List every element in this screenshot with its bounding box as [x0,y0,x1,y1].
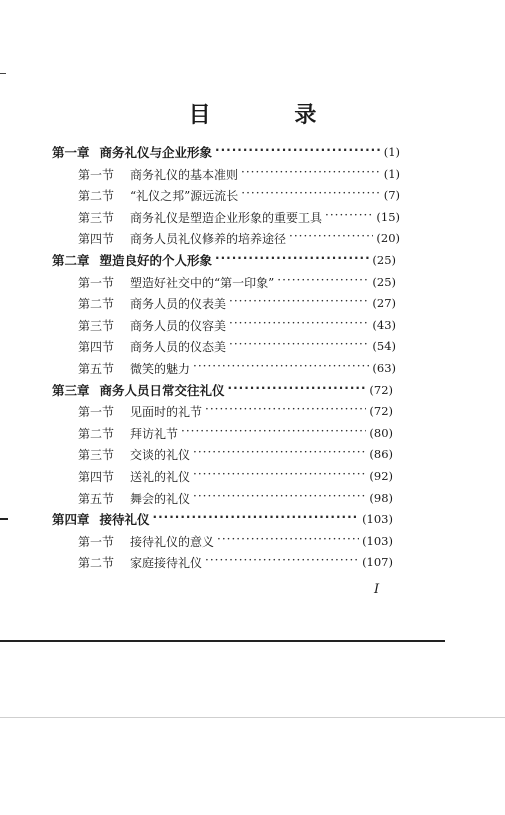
dot-leader [153,512,360,526]
dot-leader [193,469,366,483]
section-number: 第一节 [78,534,115,549]
page-reference: (98) [369,491,393,505]
toc-chapter-entry [52,250,396,270]
section-number: 第三节 [78,447,115,462]
page-reference: (25) [372,275,396,289]
section-number: 第一节 [78,167,115,182]
page-title: 目 录 [188,103,355,128]
toc-section-entry [78,444,393,464]
section-title: 商务人员的仪表美 [130,296,227,311]
dot-leader [215,253,369,267]
dot-leader [217,534,359,548]
toc-section-entry [78,293,396,313]
section-title: 商务人员礼仪修养的培养途径 [130,231,287,246]
toc-chapter-entry [52,380,393,400]
section-number: 第四节 [78,339,115,354]
chapter-title: 商务人员日常交往礼仪 [99,383,225,398]
section-number: 第二节 [78,188,115,203]
toc-section-entry [78,315,396,335]
section-number: 第二节 [78,426,115,441]
toc-section-entry [78,488,393,508]
page-reference: (86) [369,447,393,461]
chapter-number: 第三章 [52,383,90,398]
section-number: 第五节 [78,491,115,506]
chapter-title: 塑造良好的个人形象 [99,253,213,268]
chapter-title: 接待礼仪 [99,512,150,527]
bottom-rule [0,640,445,642]
toc-section-entry [78,466,393,486]
dot-leader [215,145,381,159]
dot-leader [181,426,366,440]
section-number: 第四节 [78,469,115,484]
section-title: 交谈的礼仪 [130,447,191,462]
page-reference: (72) [369,404,393,418]
margin-mark [0,73,6,74]
section-number: 第三节 [78,318,115,333]
page-reference: (54) [372,339,396,353]
scan-edge-line [0,717,505,718]
dot-leader [229,318,369,332]
dot-leader [193,447,366,461]
page-reference: (27) [372,296,396,310]
section-number: 第五节 [78,361,115,376]
page-reference: (107) [362,555,393,569]
section-title: 微笑的魅力 [130,361,191,376]
toc-chapter-entry [52,142,400,162]
page-reference: (103) [362,534,393,548]
dot-leader [277,275,369,289]
dot-leader [205,404,366,418]
section-title: 商务礼仪是塑造企业形象的重要工具 [130,210,323,225]
page-reference: (15) [376,210,400,224]
section-title: 送礼的礼仪 [130,469,191,484]
chapter-number: 第二章 [52,253,90,268]
page-reference: (103) [362,512,393,526]
section-title: 见面时的礼节 [130,404,203,419]
dot-leader [289,231,373,245]
section-title: “礼仪之邦”源远流长 [130,188,239,203]
page-reference: (43) [372,318,396,332]
section-title: 塑造好社交中的“第一印象” [130,275,275,290]
page-reference: (20) [376,231,400,245]
toc-section-entry [78,336,396,356]
toc-section-entry [78,272,396,292]
toc-section-entry [78,164,400,184]
section-title: 商务礼仪的基本准则 [130,167,239,182]
page-number: I [374,582,380,597]
section-number: 第四节 [78,231,115,246]
section-number: 第一节 [78,404,115,419]
page-reference: (7) [383,188,400,202]
dot-leader [325,210,373,224]
section-title: 舞会的礼仪 [130,491,191,506]
section-title: 拜访礼节 [130,426,179,441]
section-number: 第三节 [78,210,115,225]
page-reference: (25) [372,253,396,267]
section-title: 商务人员的仪容美 [130,318,227,333]
dot-leader [193,491,366,505]
page-reference: (80) [369,426,393,440]
toc-section-entry [78,552,393,572]
section-number: 第二节 [78,555,115,570]
page-reference: (1) [383,167,400,181]
dot-leader [229,339,369,353]
page-reference: (72) [369,383,393,397]
page-reference: (63) [372,361,396,375]
toc-section-entry [78,207,400,227]
toc-section-entry [78,358,396,378]
dot-leader [241,167,381,181]
dot-leader [229,296,369,310]
section-title: 接待礼仪的意义 [130,534,215,549]
toc-section-entry [78,185,400,205]
section-title: 商务人员的仪态美 [130,339,227,354]
page-reference: (1) [383,145,400,159]
section-number: 第一节 [78,275,115,290]
page-reference: (92) [369,469,393,483]
dot-leader [228,383,367,397]
dot-leader [193,361,369,375]
chapter-title: 商务礼仪与企业形象 [99,145,213,160]
toc-chapter-entry [52,509,393,529]
section-title: 家庭接待礼仪 [130,555,203,570]
toc-section-entry [78,228,400,248]
section-number: 第二节 [78,296,115,311]
toc-section-entry [78,401,393,421]
margin-mark [0,518,8,520]
dot-leader [205,555,359,569]
chapter-number: 第一章 [52,145,90,160]
toc-section-entry [78,531,393,551]
chapter-number: 第四章 [52,512,90,527]
toc-section-entry [78,423,393,443]
dot-leader [241,188,380,202]
